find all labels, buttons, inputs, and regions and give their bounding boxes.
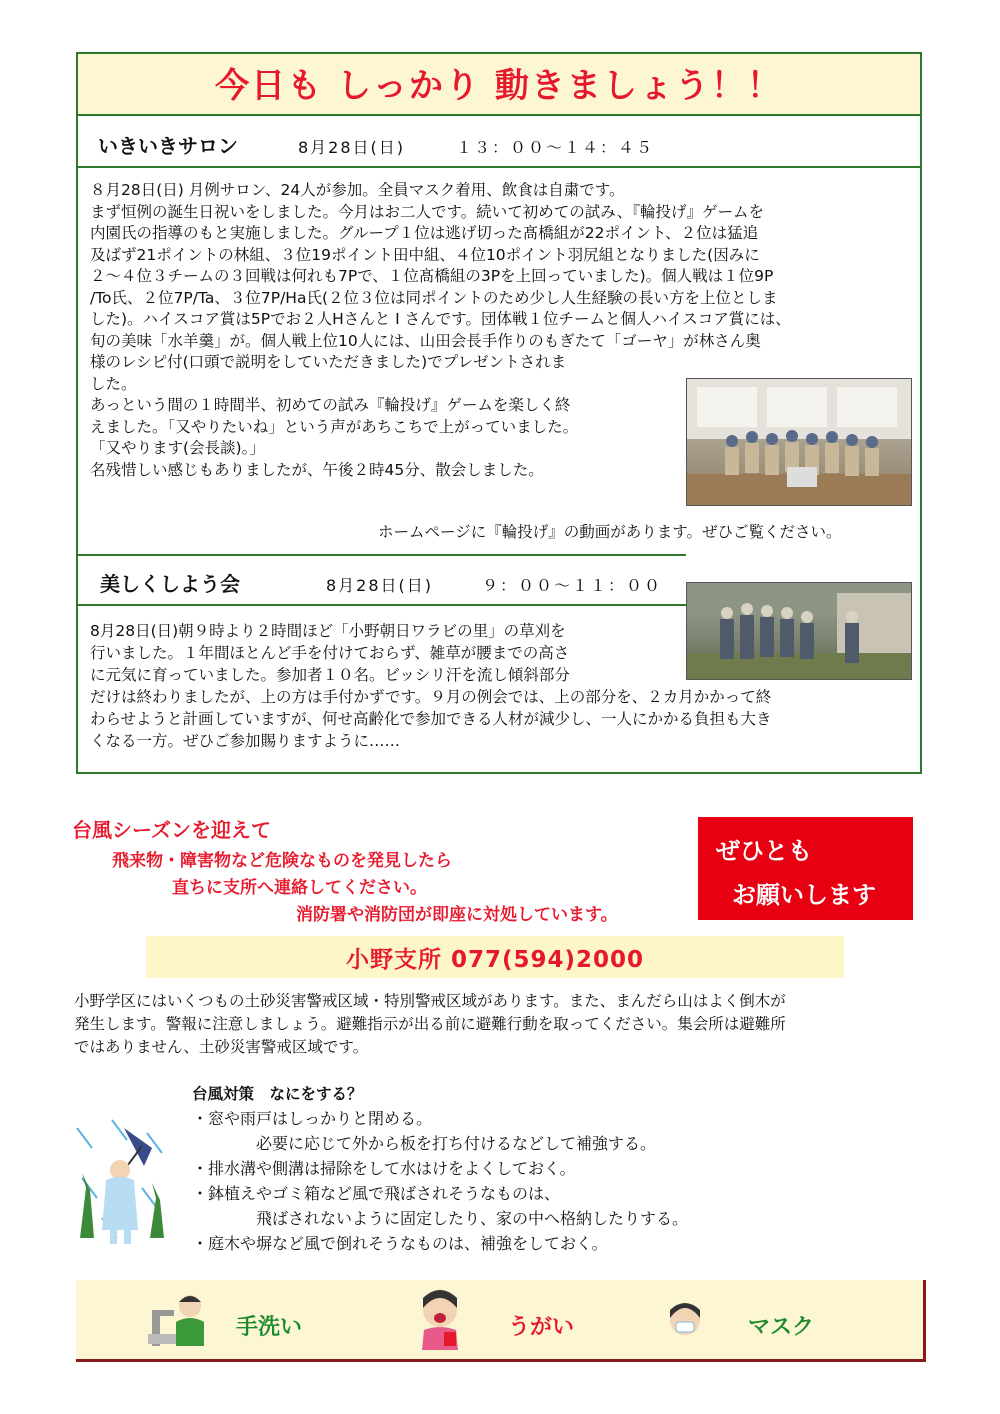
divider	[78, 604, 686, 606]
salon-group-photo	[686, 378, 912, 506]
handwash-icon	[148, 1290, 208, 1352]
salon-note: ホームページに『輪投げ』の動画があります。ぜひご覧ください。	[378, 523, 842, 541]
salon-line: ２～４位３チームの３回戦は何れも7Pで、１位髙橋組の3Pを上回っていました)。個人戦は１位9P	[90, 267, 774, 285]
beauty-line: 行いました。１年間ほとんど手を付けておらず、雑草が腰までの高さ	[90, 644, 570, 662]
beauty-line: 8月28日(日)朝９時より２時間ほど「小野朝日ワラビの里」の草刈を	[90, 622, 566, 640]
beauty-line: に元気に育っていました。参加者１０名。ビッシリ汗を流し傾斜部分	[90, 666, 570, 684]
salon-line: した。	[90, 374, 137, 393]
salon-line: した)。ハイスコア賞は5Pでお２人Hさんと I さんです。団体戦１位チームと個人ハイスコア賞には、	[90, 310, 791, 328]
typhoon-alert-line: 直ちに支所へ連絡してください。	[172, 878, 427, 898]
measure-item: ・庭木や塀など風で倒れそうなものは、補強をしておく。	[192, 1234, 608, 1253]
measure-item: ・排水溝や側溝は掃除をして水はけをよくしておく。	[192, 1159, 576, 1178]
typhoon-paragraph	[74, 990, 934, 1059]
beauty-line: だけは終わりましたが、上の方は手付かずです。９月の例会では、上の部分を、２カ月かかって終	[90, 688, 772, 706]
measures-title: 台風対策 なにをする？	[192, 1085, 363, 1103]
beauty-date: 8月28日(日)	[326, 576, 434, 595]
gargle-icon	[414, 1288, 466, 1350]
salon-time: １３：００～１４：４５	[456, 138, 655, 157]
beauty-body	[90, 620, 915, 752]
typhoon-person-illustration	[72, 1118, 172, 1248]
salon-line: 名残惜しい感じもありましたが、午後２時45分、散会しました。	[90, 460, 544, 479]
branch-phone: 小野支所 077(594)2000	[345, 947, 645, 973]
salon-line: 様のレシピ付(口頭で説明をしていただきました)でプレゼントされま	[90, 353, 567, 371]
footer-gargle: うがい	[508, 1315, 575, 1340]
paragraph-line: ではありません、土砂災害警戒区域です。	[74, 1038, 369, 1056]
salon-line: /To氏、２位7P/Ta、３位7P/Ha氏(２位３位は同ポイントのため少し人生経験の長い方を上位としま	[90, 288, 778, 307]
footer-mask: マスク	[748, 1315, 815, 1340]
salon-line: あっという間の１時間半、初めての試み『輪投げ』ゲームを楽しく終	[90, 396, 571, 414]
measure-item: ・鉢植えやゴミ箱など風で飛ばされそうなものは、	[192, 1184, 561, 1203]
measure-item: ・窓や雨戸はしっかりと閉める。	[192, 1109, 433, 1128]
mask-icon	[668, 1302, 702, 1340]
salon-title: いきいきサロン	[98, 134, 238, 158]
page-title: 今日も しっかり 動きましょう！！	[215, 66, 783, 106]
salon-line: まず恒例の誕生日祝いをしました。今月はお二人です。続いて初めての試み、『輪投げ』ゲームを	[90, 202, 764, 221]
salon-line: 及ばず21ポイントの林組、３位19ポイント田中組、４位10ポイント羽尻組となりました(因みに	[90, 245, 760, 264]
divider	[78, 166, 920, 168]
beauty-title: 美しくしよう会	[100, 572, 240, 596]
measures-list	[192, 1106, 912, 1256]
typhoon-heading: 台風シーズンを迎えて	[72, 818, 271, 842]
salon-line: えました。「又やりたいね」という声があちこちで上がっていました。	[90, 417, 579, 436]
request-callout	[698, 817, 913, 920]
callout-line: お願いします	[732, 881, 876, 909]
salon-line: 「又やります(会長談)。」	[90, 439, 265, 457]
measure-item: 必要に応じて外から板を打ち付けるなどして補強する。	[192, 1134, 657, 1153]
salon-line: 内園氏の指導のもと実施しました。グループ１位は逃げ切った髙橋組が22ポイント、２位は猛追	[90, 224, 759, 242]
typhoon-alert-line: 飛来物・障害物など危険なものを発見したら	[112, 851, 452, 871]
salon-photo-illustration	[687, 379, 911, 505]
paragraph-line: 小野学区にはいくつもの土砂災害警戒区域・特別警戒区域があります。また、まんだら山はよく倒木が	[74, 992, 786, 1010]
beauty-line: わらせようと計画していますが、何せ高齢化で参加できる人材が減少し、一人にかかる負担も大き	[90, 710, 772, 728]
beauty-time: ９：００～１１：００	[482, 576, 663, 595]
beauty-line: くなる一方。ぜひご参加賜りますように……	[90, 732, 401, 750]
paragraph-line: 発生します。警報に注意しましょう。避難指示が出る前に避難行動を取ってください。集会所は避難所	[74, 1015, 786, 1033]
typhoon-alert-line: 消防署や消防団が即座に対処しています。	[296, 905, 618, 925]
divider	[78, 554, 686, 556]
callout-line: ぜひとも	[716, 837, 812, 865]
salon-line: 旬の美味「水羊羹」が。個人戦上位10人には、山田会長手作りのもぎたて「ゴーヤ」が林さん奥	[90, 331, 761, 350]
footer-handwash: 手洗い	[236, 1315, 303, 1340]
measure-item: 飛ばされないように固定したり、家の中へ格納したりする。	[192, 1209, 689, 1228]
salon-line: ８月28日(日) 月例サロン、24人が参加。全員マスク着用、飲食は自粛です。	[90, 181, 625, 199]
salon-date: 8月28日(日)	[298, 138, 406, 157]
